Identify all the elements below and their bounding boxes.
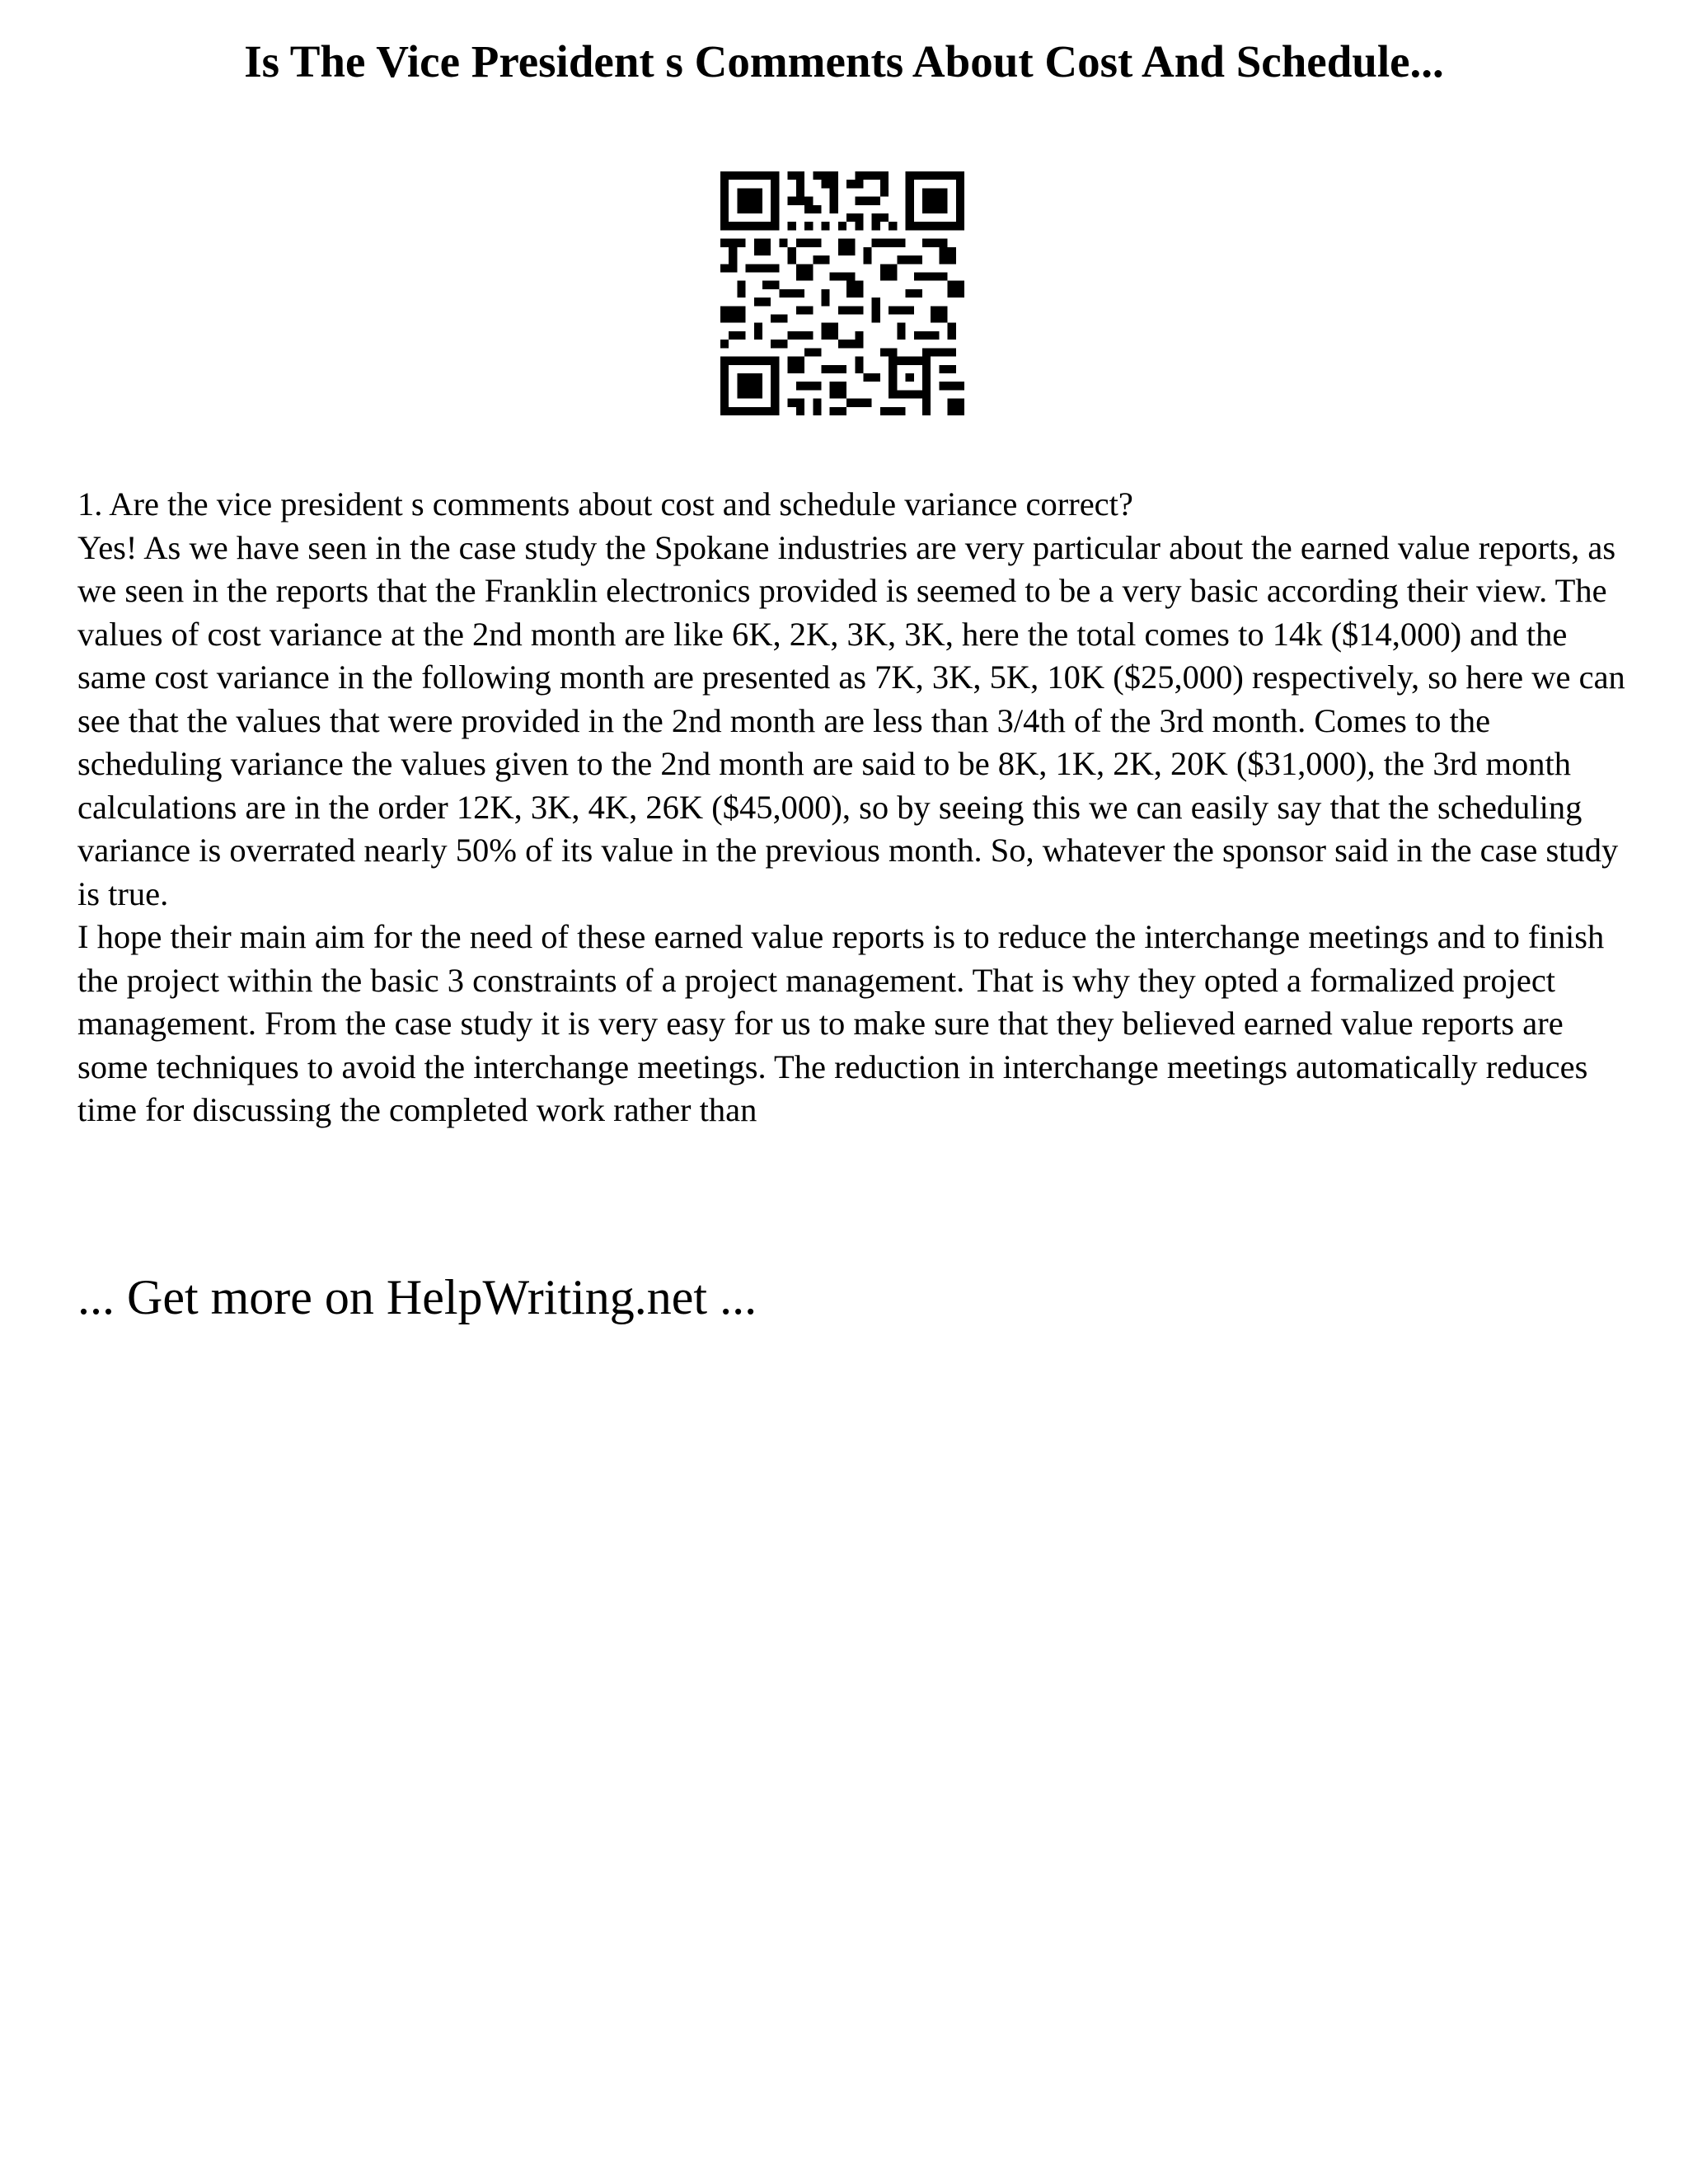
body-text <box>77 483 1627 1132</box>
answer-paragraph-continued: I hope their main aim for the need of these earned value reports is to reduce the interchange meetings and to finish the project within the basic 3 constraints of a project management. That is why they opted a formalized project management. From the case study it is very easy for us to make sure that they believed earned value reports are some techniques to avoid the interchange meetings. The reduction in interchange meetings automatically reduces time for discussing the completed work rather than <box>77 918 1605 1128</box>
qr-code-icon <box>720 171 964 415</box>
question-paragraph: 1. Are the vice president s comments about cost and schedule variance correct? <box>77 485 1133 523</box>
get-more-link[interactable]: ... Get more on HelpWriting.net ... <box>77 1270 757 1324</box>
answer-paragraph: Yes! As we have seen in the case study the Spokane industries are very particular about the earned value reports, as we seen in the reports that the Franklin electronics provided is seemed to be a very basic according their view. The values of cost variance at the 2nd month are like 6K, 2K, 3K, 3K, here the total comes to 14k ($14,000) and the same cost variance in the following month are presented as 7K, 3K, 5K, 10K ($25,000) respectively, so here we can see that the values that were provided in the 2nd month are less than 3/4th of the 3rd month. Comes to the scheduling variance the values given to the 2nd month are said to be 8K, 1K, 2K, 20K ($31,000), the 3rd month calculations are in the order 12K, 3K, 4K, 26K ($45,000), so by seeing this we can easily say that the scheduling variance is overrated nearly 50% of its value in the previous month. So, whatever the sponsor said in the case study is true. <box>77 528 1625 912</box>
page-title: Is The Vice President s Comments About Cost And Schedule... <box>244 36 1444 87</box>
